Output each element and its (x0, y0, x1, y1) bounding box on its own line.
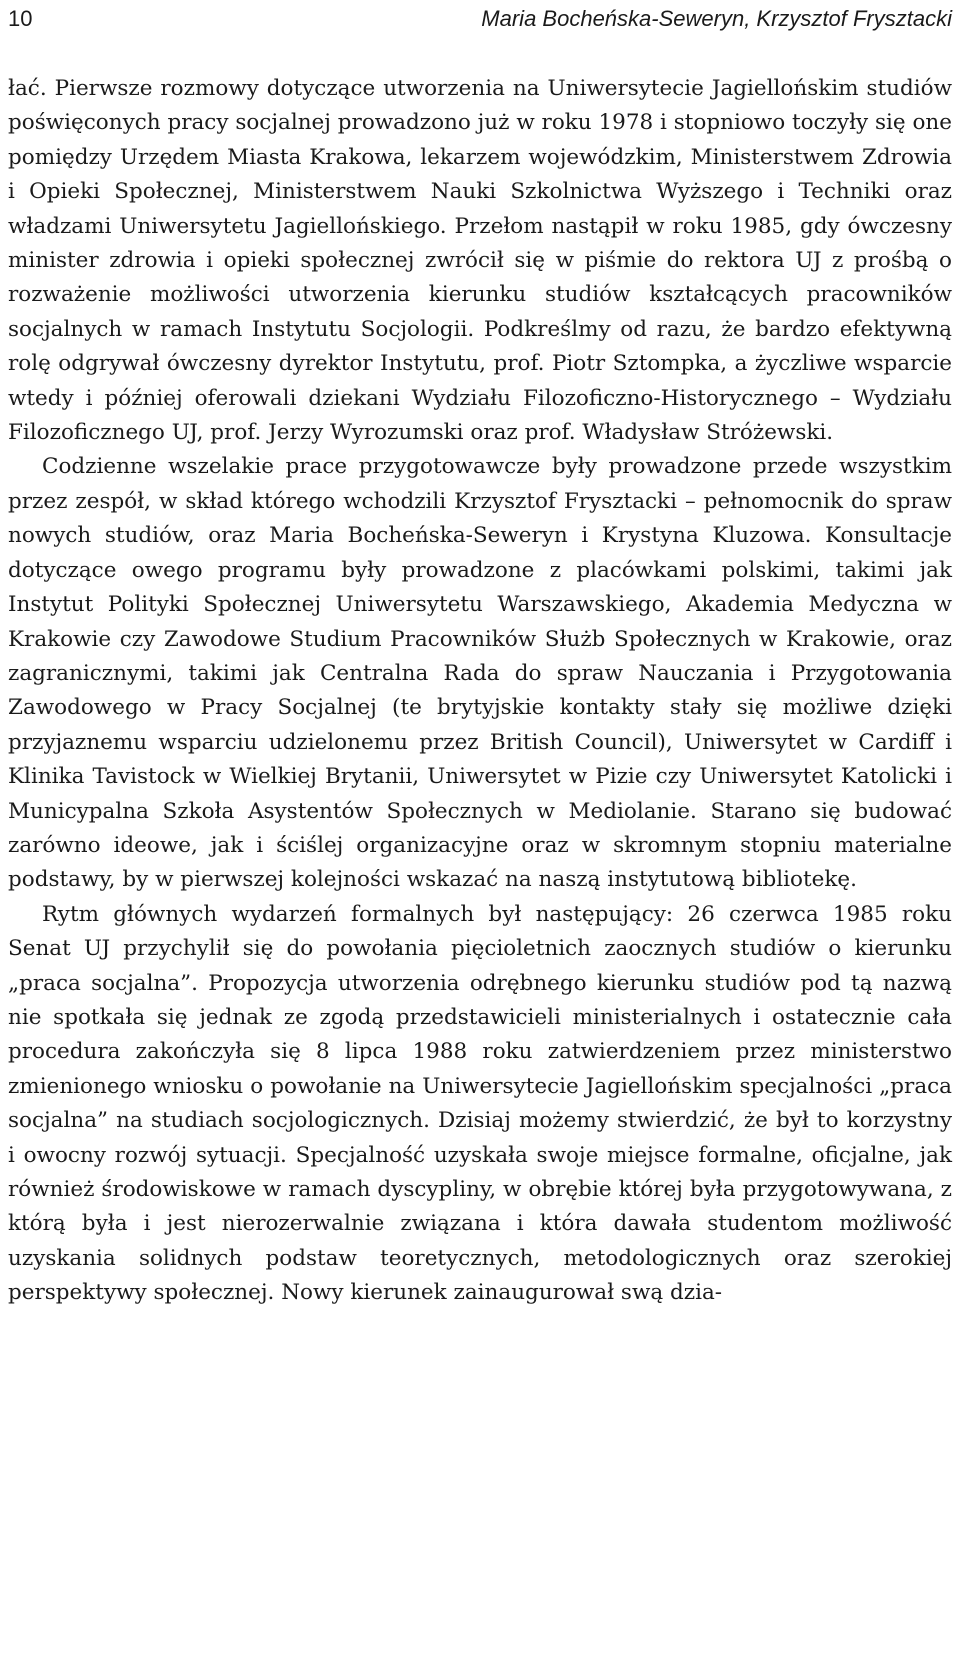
running-head: Maria Bocheńska-Seweryn, Krzysztof Frysztacki (481, 6, 952, 31)
body-text (8, 72, 952, 1311)
paragraph-1: łać. Pierwsze rozmowy dotyczące utworzenia na Uniwersytecie Jagiellońskim studiów poświęconych pracy socjalnej prowadzono już w roku 1978 i stopniowo toczyły się one pomiędzy Urzędem Miasta Krakowa, lekarzem wojewódzkim, Ministerstwem Zdrowia i Opieki Społecznej, Ministerstwem Nauki Szkolnictwa Wyższego i Techniki oraz władzami Uniwersytetu Jagiellońskiego. Przełom nastąpił w roku 1985, gdy ówczesny minister zdrowia i opieki społecznej zwrócił się w piśmie do rektora UJ z prośbą o rozważenie możliwości utworzenia kierunku studiów kształcących pracowników socjalnych w ramach Instytutu Socjologii. Podkreślmy od razu, że bardzo efektywną rolę odgrywał ówczesny dyrektor Instytutu, prof. Piotr Sztompka, a życzliwe wsparcie wtedy i później oferowali dziekani Wydziału Filozoficzno-Historycznego – Wydziału Filozoficznego UJ, prof. Jerzy Wyrozumski oraz prof. Władysław Stróżewski. (8, 76, 953, 446)
paragraph-3: Rytm głównych wydarzeń formalnych był następujący: 26 czerwca 1985 roku Senat UJ przychylił się do powołania pięcioletnich zaocznych studiów o kierunku „praca socjalna”. Propozycja utworzenia odrębnego kierunku studiów pod tą nazwą nie spotkała się jednak ze zgodą przedstawicieli ministerialnych i ostatecznie cała procedura zakończyła się 8 lipca 1988 roku zatwierdzeniem przez ministerstwo zmienionego wniosku o powołanie na Uniwersytecie Jagiellońskim specjalności „praca socjalna” na studiach socjologicznych. Dzisiaj możemy stwierdzić, że był to korzystny i owocny rozwój sytuacji. Specjalność uzyskała swoje miejsce formalne, oficjalne, jak również środowiskowe w ramach dyscypliny, w obrębie której była przygotowywana, z którą była i jest nierozerwalnie związana i która dawała studentom możliwość uzyskania solidnych podstaw teoretycznych, metodologicznych oraz szerokiej perspektywy społecznej. Nowy kierunek zainaugurował swą dzia- (8, 901, 952, 1306)
page-header (8, 0, 952, 46)
paragraph-2: Codzienne wszelakie prace przygotowawcze były prowadzone przede wszystkim przez zespół, w skład którego wchodzili Krzysztof Frysztacki – pełnomocnik do spraw nowych studiów, oraz Maria Bocheńska-Seweryn i Krystyna Kluzowa. Konsultacje dotyczące owego programu były prowadzone z placówkami polskimi, takimi jak Instytut Polityki Społecznej Uniwersytetu Warszawskiego, Akademia Medyczna w Krakowie czy Zawodowe Studium Pracowników Służb Społecznych w Krakowie, oraz zagranicznymi, takimi jak Centralna Rada do spraw Nauczania i Przygotowania Zawodowego w Pracy Socjalnej (te brytyjskie kontakty stały się możliwe dzięki przyjaznemu wsparciu udzielonemu przez British Council), Uniwersytet w Cardiff i Klinika Tavistock w Wielkiej Brytanii, Uniwersytet w Pizie czy Uniwersytet Katolicki i Municypalna Szkoła Asystentów Społecznych w Mediolanie. Starano się budować zarówno ideowe, jak i ściślej organizacyjne oraz w skromnym stopniu materialne podstawy, by w pierwszej kolejności wskazać na naszą instytutową bibliotekę. (8, 454, 952, 893)
page-number: 10 (8, 6, 33, 31)
